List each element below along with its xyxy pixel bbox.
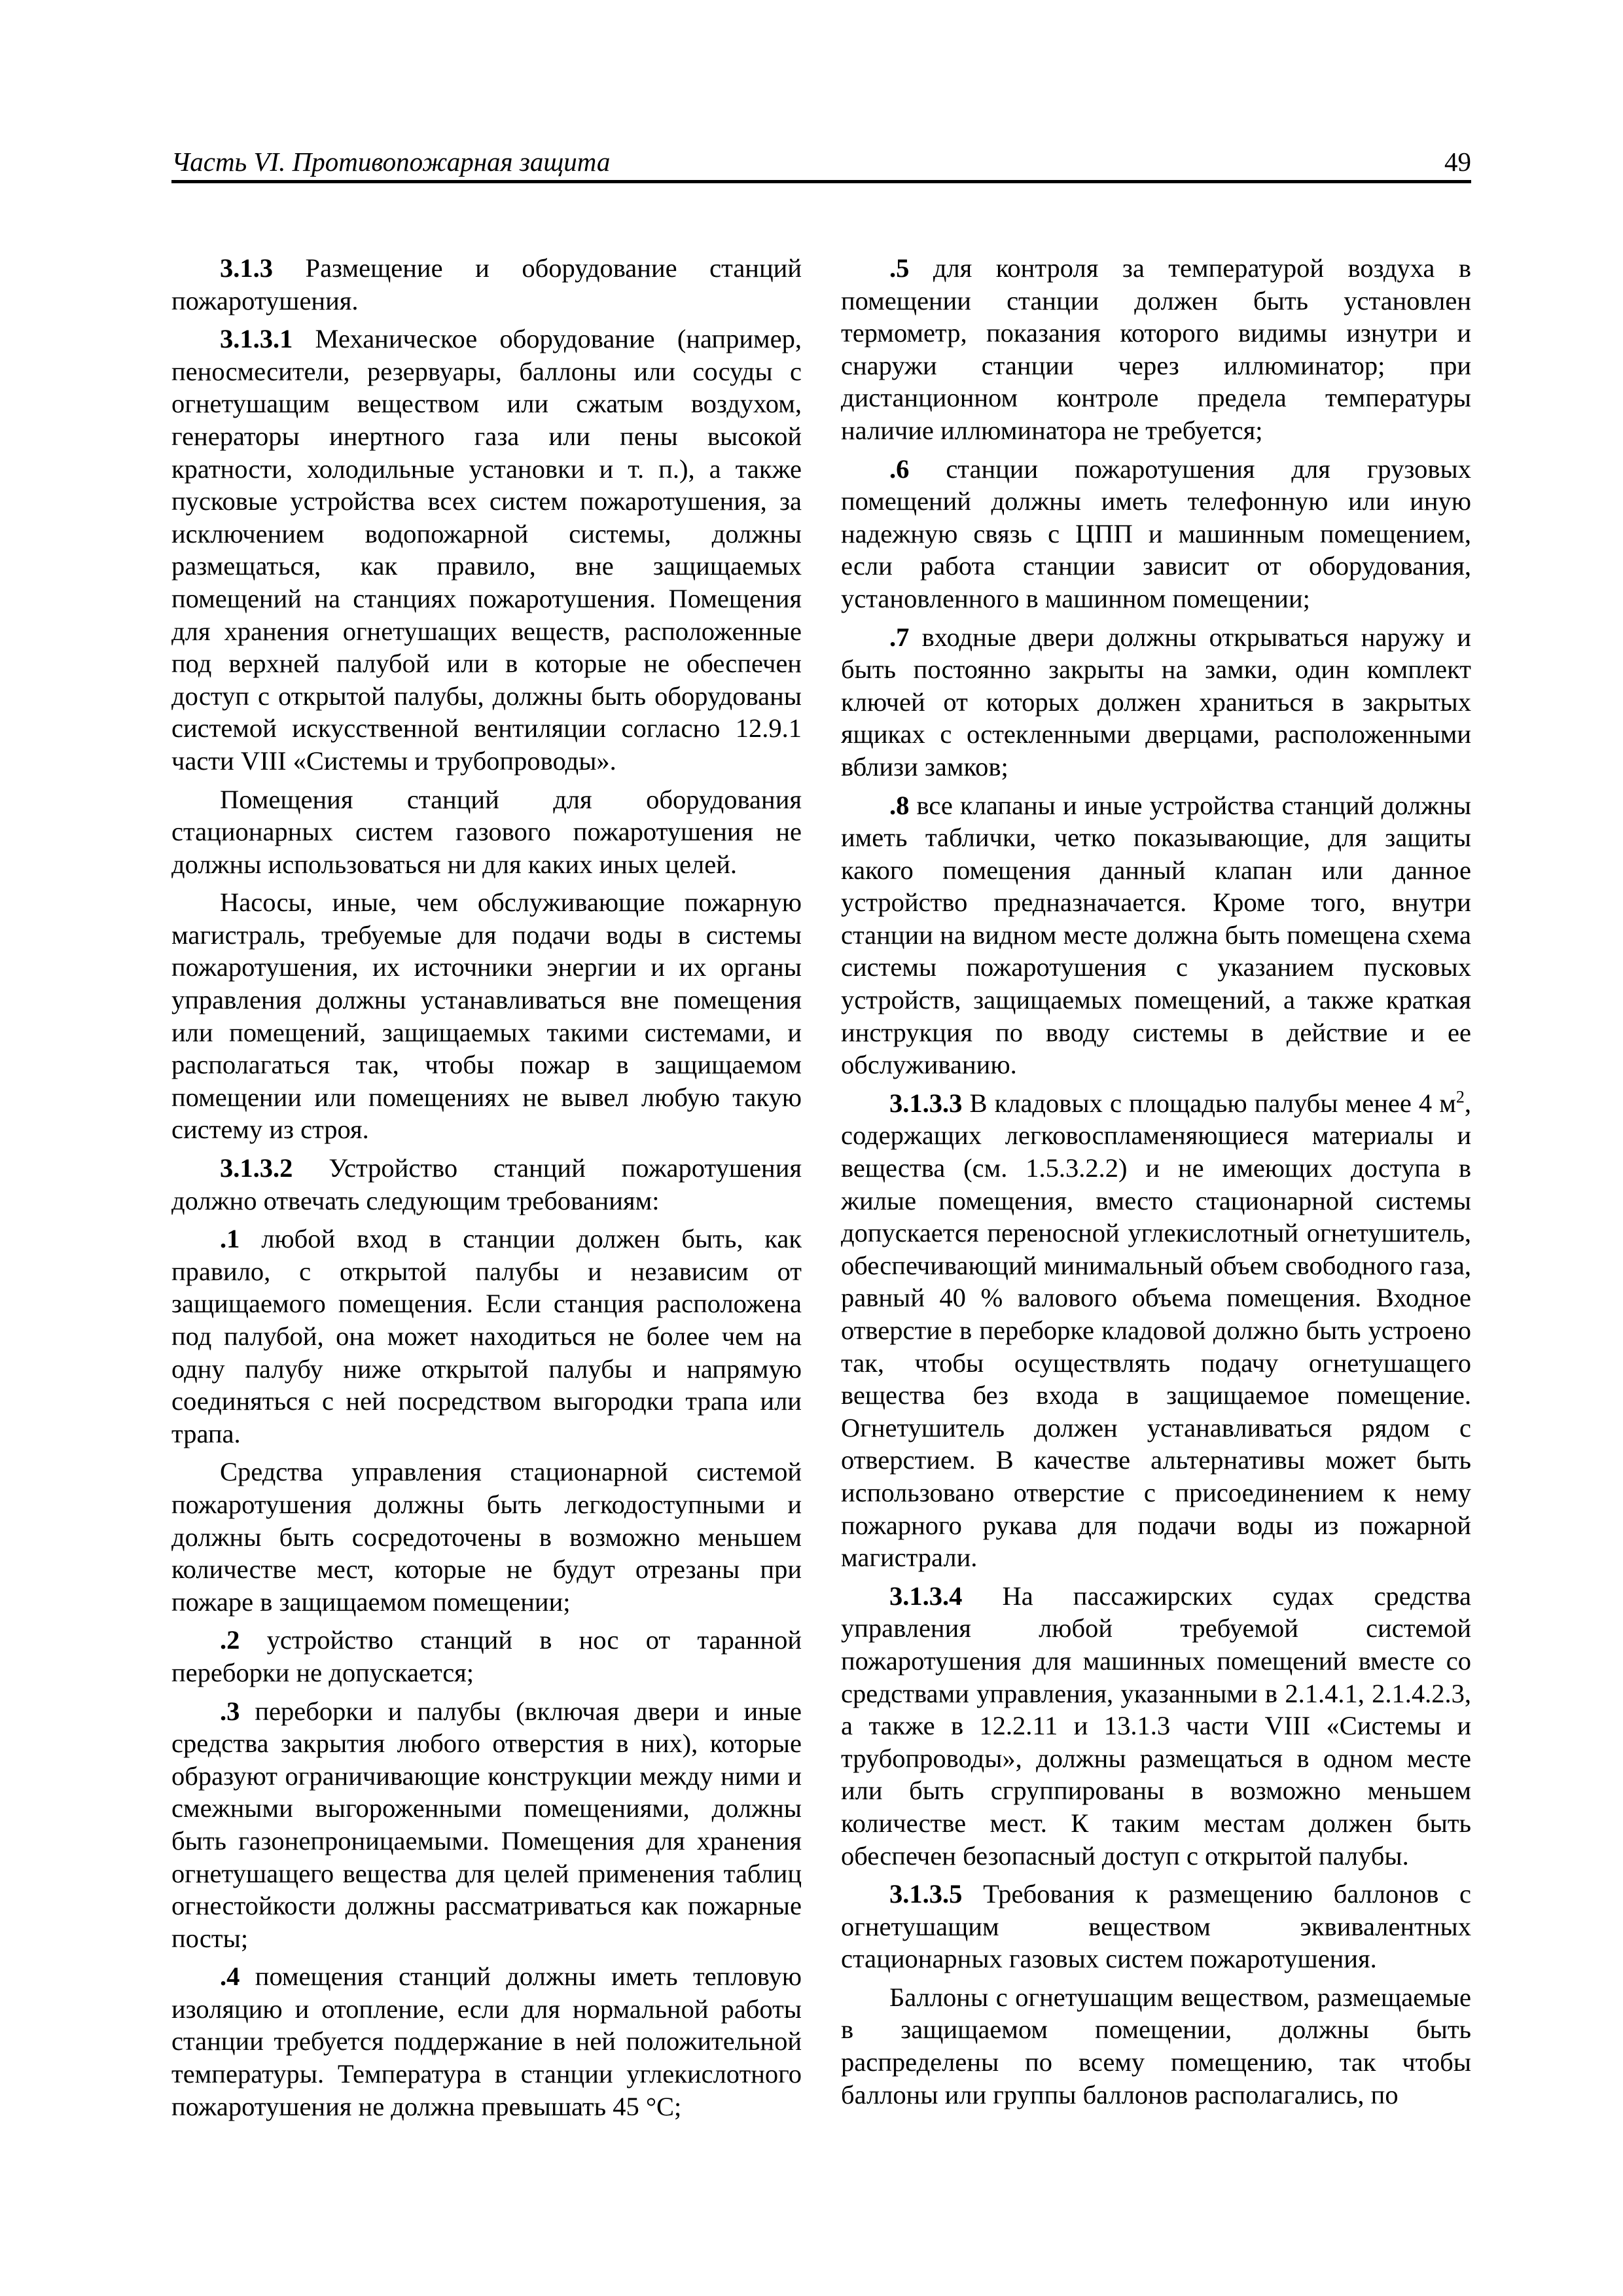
paragraph-text: все клапаны и иные устройства станций должны иметь таблички, четко показывающие, для защиты какого помещения данный клапан или данное устройство предназначается. Кроме того, внутри станции на видном месте должна быть помещена схема системы пожаротушения с указанием пусковых устройств, защищаемых помещений, а также краткая инструкция по вводу системы в действие и ее обслуживанию. [841,790,1471,1080]
paragraph-text: входные двери должны открываться наружу и быть постоянно закрыты на замки, один комплект ключей от которых должен храниться в закрытых ящиках с остекленными дверцами, расположенными вблизи замков; [841,622,1471,781]
paragraph-text: , содержащих легковоспламеняющиеся материалы и вещества (см. 1.5.3.2.2) и не имеющих доступа в жилые помещения, вместо стационарной системы допускается переносной углекислотный огнетушитель, обеспечивающий минимальный объем свободного газа, равный 40 % валового объема помещения. Входное отверстие в переборке кладовой должно быть устроено так, чтобы осуществлять подачу огнетушащего вещества без входа в защищаемое помещение. Огнетушитель должен устанавливаться рядом с отверстием. В качестве альтернативы может быть использовано отверстие с присоединением к нему пожарного рукава для подачи воды из пожарной магистрали. [841,1088,1471,1573]
left-column [171,252,802,2128]
clause-number: 3.1.3.4 [889,1581,963,1611]
paragraph [171,1960,802,2123]
paragraph-text: для контроля за температурой воздуха в помещении станции должен быть установлен термометр, показания которого видимы изнутри и снаружи станции через иллюминатор; при дистанционном контроле предела температуры наличие иллюминатора не требуется; [841,253,1471,445]
paragraph-text: Помещения станций для оборудования стационарных систем газового пожаротушения не должны использоваться ни для каких иных целей. [171,784,802,879]
paragraph [841,453,1471,615]
paragraph [171,252,802,317]
paragraph-text: Средства управления стационарной системой пожаротушения должны быть легкодоступными и должны быть сосредоточены в возможно меньшем количестве мест, которые не будут отрезаны при пожаре в защищаемом помещении; [171,1457,802,1617]
item-number: .2 [220,1625,240,1655]
paragraph-text: Устройство станций пожаротушения должно отвечать следующим требованиям: [171,1153,802,1215]
paragraph [841,1087,1471,1574]
clause-number: 3.1.3.1 [220,324,293,354]
clause-number: 3.1.3 [220,253,273,283]
item-number: .3 [220,1696,240,1726]
paragraph [841,789,1471,1081]
clause-number: 3.1.3.3 [889,1088,963,1118]
page-number: 49 [1444,147,1471,177]
paragraph-text: Размещение и оборудование станций пожаротушения. [171,253,802,315]
paragraph-text: переборки и палубы (включая двери и иные средства закрытия любого отверстия в них), которые образуют ограничивающие конструкции между ними и смежными выгороженными помещениями, должны быть газонепроницаемыми. Помещения для хранения огнетушащего вещества для целей применения таблиц огнестойкости должны рассматриваться как пожарные посты; [171,1696,802,1953]
item-number: .8 [889,790,910,820]
item-number: .4 [220,1962,240,1992]
paragraph [841,621,1471,783]
paragraph [171,1456,802,1618]
paragraph [171,783,802,881]
item-number: .6 [889,454,910,484]
paragraph-text: устройство станций в нос от таранной переборки не допускается; [171,1625,802,1687]
paragraph-text-lead: В кладовых с площадью палубы менее 4 м [962,1088,1456,1118]
paragraph [841,1580,1471,1872]
paragraph [841,252,1471,447]
paragraph-text: Насосы, иные, чем обслуживающие пожарную магистраль, требуемые для подачи воды в системы пожаротушения, их источники энергии и их органы управления должны устанавливаться вне помещения или помещений, защищаемых такими системами, и располагаться так, чтобы пожар в защищаемом помещении или помещениях не вывел любую такую систему из строя. [171,888,802,1145]
right-column [841,252,1471,2117]
paragraph-text: помещения станций должны иметь тепловую изоляцию и отопление, если для нормальной работы станции требуется поддержание в ней положительной температуры. Температура в станции углекислотного пожаротушения не должна превышать 45 °С; [171,1962,802,2121]
paragraph [171,1624,802,1689]
paragraph-text: любой вход в станции должен быть, как правило, с открытой палубы и независим от защищаемого помещения. Если станция расположена под палубой, она может находиться не более чем на одну палубу ниже открытой палубы и напрямую соединяться с ней посредством выгородки трапа или трапа. [171,1224,802,1448]
paragraph [171,323,802,777]
paragraph [171,1152,802,1217]
paragraph-text: Механическое оборудование (например, пеносмесители, резервуары, баллоны или сосуды с огнетушащим веществом или сжатым воздухом, генераторы инертного газа или пены высокой кратности, холодильные установки и т. п.), а также пусковые устройства всех систем пожаротушения, за исключением водопожарной системы, должны размещаться, как правило, вне защищаемых помещений на станциях пожаротушения. Помещения для хранения огнетушащих веществ, расположенные под верхней палубой или в которые не обеспечен доступ с открытой палубы, должны быть оборудованы системой искусственной вентиляции согласно 12.9.1 части VIII «Системы и трубопроводы». [171,324,802,776]
paragraph [171,1695,802,1955]
item-number: .1 [220,1224,240,1254]
paragraph-text: Баллоны с огнетушащим веществом, размещаемые в защищаемом помещении, должны быть распределены по всему помещению, так чтобы баллоны или группы баллонов располагались, по [841,1982,1471,2109]
paragraph [841,1981,1471,2111]
running-header [171,141,1471,183]
paragraph [171,1223,802,1450]
superscript: 2 [1455,1087,1465,1107]
paragraph-text: Требования к размещению баллонов с огнетушащим веществом эквивалентных стационарных газовых систем пожаротушения. [841,1879,1471,1974]
item-number: .7 [889,622,910,652]
clause-number: 3.1.3.2 [220,1153,293,1183]
paragraph-text: На пассажирских судах средства управления любой требуемой системой пожаротушения для машинных помещений вместе со средствами управления, указанными в 2.1.4.1, 2.1.4.2.3, а также в 12.2.11 и 13.1.3 части VIII «Системы и трубопроводы», должны размещаться в одном месте или быть сгруппированы в возможно меньшем количестве мест. К таким местам должен быть обеспечен безопасный доступ с открытой палубы. [841,1581,1471,1871]
paragraph-text: станции пожаротушения для грузовых помещений должны иметь телефонную или иную надежную связь с ЦПП и машинным помещением, если работа станции зависит от оборудования, установленного в машинном помещении; [841,454,1471,613]
clause-number: 3.1.3.5 [889,1879,963,1909]
paragraph [171,886,802,1146]
paragraph [841,1878,1471,1975]
item-number: .5 [889,253,910,283]
header-title: Часть VI. Противопожарная защита [171,147,611,177]
